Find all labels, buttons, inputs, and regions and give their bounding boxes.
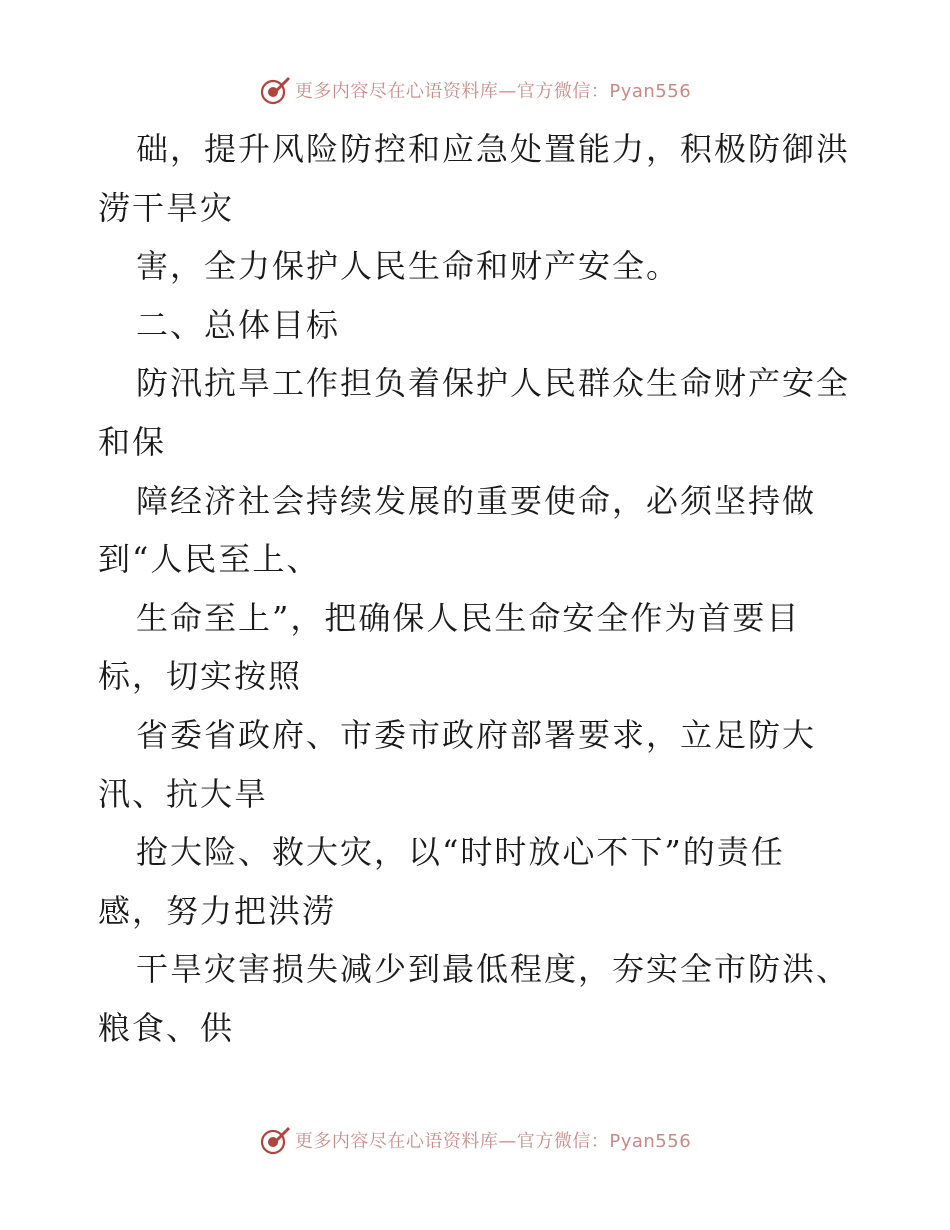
text-line: 到“人民至上、 xyxy=(98,540,321,579)
pen-logo-icon xyxy=(259,74,291,106)
text-line: 二、总体目标 xyxy=(136,305,341,344)
watermark-text: 更多内容尽在心语资料库—官方微信：Pyan556 xyxy=(294,1131,692,1152)
text-line: 生命至上”，把确保人民生命安全作为首要目 xyxy=(136,598,801,637)
header-watermark xyxy=(0,70,950,110)
text-line: 和保 xyxy=(98,422,167,461)
text-line: 抢大险、救大灾，以“时时放心不下”的责任 xyxy=(136,833,785,872)
text-line: 汛、抗大旱 xyxy=(98,774,269,813)
text-line: 标，切实按照 xyxy=(98,657,303,696)
footer-watermark xyxy=(0,1120,950,1160)
watermark-text: 更多内容尽在心语资料库—官方微信：Pyan556 xyxy=(294,81,692,102)
pen-logo-icon xyxy=(259,1124,291,1156)
text-line: 害，全力保护人民生命和财产安全。 xyxy=(136,247,681,286)
text-line: 省委省政府、市委市政府部署要求，立足防大 xyxy=(136,715,817,754)
text-line: 础，提升风险防控和应急处置能力，积极防御洪 xyxy=(136,130,851,168)
text-line: 感，努力把洪涝 xyxy=(98,891,337,930)
document-body xyxy=(98,120,868,1058)
text-line: 障经济社会持续发展的重要使命，必须坚持做 xyxy=(136,481,817,520)
text-line: 粮食、供 xyxy=(98,1008,235,1047)
text-line: 涝干旱灾 xyxy=(98,188,235,227)
text-line: 干旱灾害损失减少到最低程度，夯实全市防洪、 xyxy=(136,950,851,989)
text-line: 防汛抗旱工作担负着保护人民群众生命财产安全 xyxy=(136,364,851,403)
